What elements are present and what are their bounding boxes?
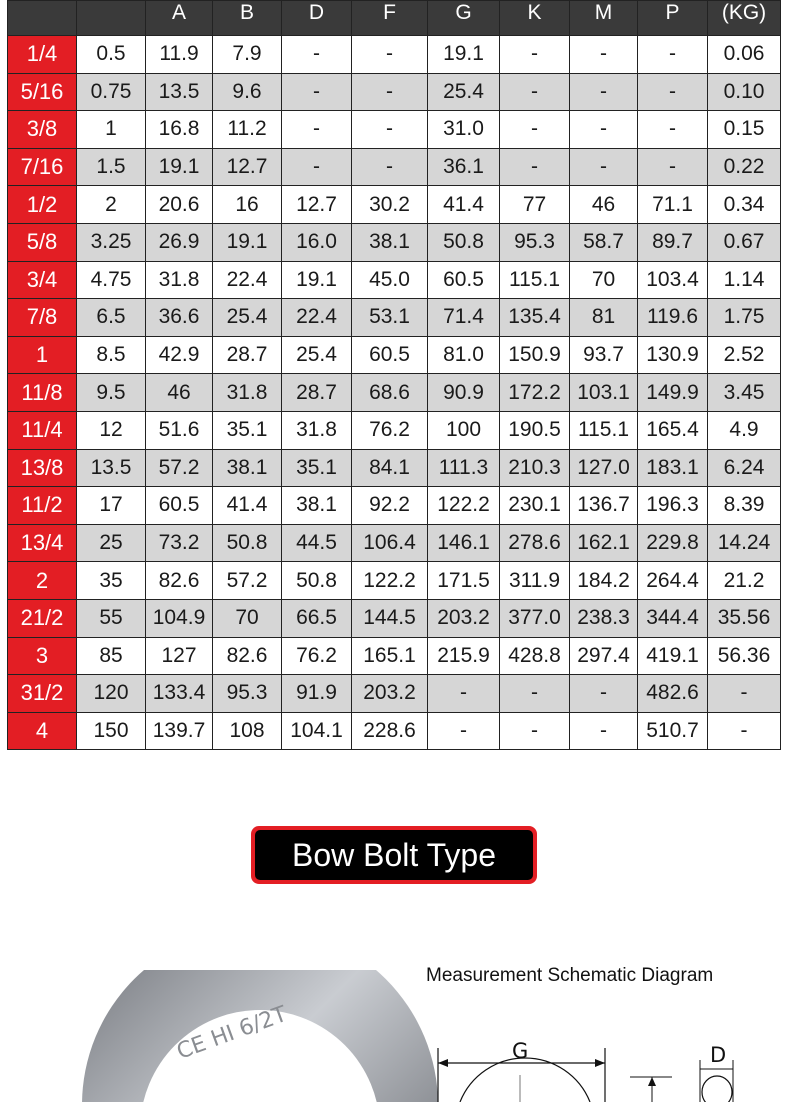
table-cell: 71.1 — [638, 186, 708, 224]
table-cell: - — [570, 36, 638, 74]
table-cell: 95.3 — [213, 675, 282, 713]
arrow-right-icon — [595, 1059, 605, 1067]
table-cell: 60.5 — [428, 261, 500, 299]
column-header: G — [428, 1, 500, 36]
schematic-title: Measurement Schematic Diagram — [426, 965, 714, 986]
table-cell: 0.34 — [708, 186, 781, 224]
table-cell: 25 — [77, 524, 146, 562]
table-cell: 19.1 — [213, 223, 282, 261]
table-cell: 210.3 — [500, 449, 570, 487]
table-cell: 150.9 — [500, 336, 570, 374]
size-label: 5/16 — [8, 73, 77, 111]
table-cell: 311.9 — [500, 562, 570, 600]
table-cell: 60.5 — [352, 336, 428, 374]
size-label: 3/4 — [8, 261, 77, 299]
table-cell: 92.2 — [352, 487, 428, 525]
table-cell: - — [282, 111, 352, 149]
table-cell: 55 — [77, 599, 146, 637]
table-cell: 120 — [77, 675, 146, 713]
table-cell: 6.24 — [708, 449, 781, 487]
table-cell: 35 — [77, 562, 146, 600]
table-cell: 13.5 — [77, 449, 146, 487]
table-cell: 0.10 — [708, 73, 781, 111]
table-cell: 19.1 — [282, 261, 352, 299]
ring-stamp: CE HI 6/2T — [173, 1001, 291, 1065]
table-cell: 229.8 — [638, 524, 708, 562]
size-label: 1 — [8, 336, 77, 374]
table-cell: 50.8 — [428, 223, 500, 261]
table-cell: 510.7 — [638, 712, 708, 750]
table-cell: - — [428, 712, 500, 750]
table-cell: - — [570, 111, 638, 149]
size-label: 31/2 — [8, 675, 77, 713]
table-cell: 22.4 — [213, 261, 282, 299]
table-cell: 149.9 — [638, 374, 708, 412]
table-cell: 95.3 — [500, 223, 570, 261]
table-cell: 70 — [213, 599, 282, 637]
table-cell: 264.4 — [638, 562, 708, 600]
table-row — [8, 712, 781, 750]
table-cell: 35.56 — [708, 599, 781, 637]
table-cell: 45.0 — [352, 261, 428, 299]
table-cell: 0.22 — [708, 148, 781, 186]
table-cell: 90.9 — [428, 374, 500, 412]
table-cell: 419.1 — [638, 637, 708, 675]
table-cell: 111.3 — [428, 449, 500, 487]
table-cell: 9.5 — [77, 374, 146, 412]
table-cell: 127.0 — [570, 449, 638, 487]
table-cell: 139.7 — [146, 712, 213, 750]
table-cell: 58.7 — [570, 223, 638, 261]
size-label: 7/16 — [8, 148, 77, 186]
table-cell: 103.1 — [570, 374, 638, 412]
table-cell: 104.9 — [146, 599, 213, 637]
table-row — [8, 599, 781, 637]
table-row — [8, 487, 781, 525]
table-cell: - — [352, 148, 428, 186]
table-cell: 19.1 — [146, 148, 213, 186]
table-cell: 26.9 — [146, 223, 213, 261]
table-cell: 184.2 — [570, 562, 638, 600]
table-row — [8, 73, 781, 111]
table-cell: 77 — [500, 186, 570, 224]
table-cell: - — [708, 675, 781, 713]
table-row — [8, 524, 781, 562]
table-cell: 0.75 — [77, 73, 146, 111]
table-cell: 68.6 — [352, 374, 428, 412]
table-cell: - — [500, 111, 570, 149]
table-cell: 130.9 — [638, 336, 708, 374]
table-cell: 228.6 — [352, 712, 428, 750]
table-cell: 3.25 — [77, 223, 146, 261]
size-label: 3 — [8, 637, 77, 675]
table-cell: 57.2 — [146, 449, 213, 487]
table-row — [8, 411, 781, 449]
size-label: 1/4 — [8, 36, 77, 74]
table-cell: - — [638, 148, 708, 186]
table-cell: 1 — [77, 111, 146, 149]
table-row — [8, 562, 781, 600]
table-cell: - — [500, 148, 570, 186]
table-row — [8, 637, 781, 675]
table-cell: 16.0 — [282, 223, 352, 261]
table-row — [8, 449, 781, 487]
table-cell: 0.67 — [708, 223, 781, 261]
table-cell: 1.75 — [708, 299, 781, 337]
table-cell: 81.0 — [428, 336, 500, 374]
table-cell: 31.8 — [213, 374, 282, 412]
table-cell: 12 — [77, 411, 146, 449]
table-cell: 25.4 — [282, 336, 352, 374]
table-cell: 60.5 — [146, 487, 213, 525]
table-cell: 172.2 — [500, 374, 570, 412]
table-cell: 36.6 — [146, 299, 213, 337]
column-header: B — [213, 1, 282, 36]
table-cell: 25.4 — [428, 73, 500, 111]
size-label: 11/8 — [8, 374, 77, 412]
table-cell: 162.1 — [570, 524, 638, 562]
table-row — [8, 299, 781, 337]
table-cell: 20.6 — [146, 186, 213, 224]
table-cell: 1.14 — [708, 261, 781, 299]
table-cell: 2.52 — [708, 336, 781, 374]
table-cell: 13.5 — [146, 73, 213, 111]
table-cell: 428.8 — [500, 637, 570, 675]
table-cell: 103.4 — [638, 261, 708, 299]
table-cell: 108 — [213, 712, 282, 750]
column-header-weight: (KG) — [708, 1, 781, 36]
table-cell: - — [500, 675, 570, 713]
size-label: 4 — [8, 712, 77, 750]
table-cell: 377.0 — [500, 599, 570, 637]
table-cell: - — [500, 73, 570, 111]
table-cell: 4.75 — [77, 261, 146, 299]
table-cell: 38.1 — [282, 487, 352, 525]
table-cell: 1.5 — [77, 148, 146, 186]
table-cell: 22.4 — [282, 299, 352, 337]
table-cell: - — [570, 148, 638, 186]
size-label: 11/2 — [8, 487, 77, 525]
table-cell: - — [282, 73, 352, 111]
table-cell: - — [708, 712, 781, 750]
table-cell: 7.9 — [213, 36, 282, 74]
table-cell: - — [428, 675, 500, 713]
table-cell: 73.2 — [146, 524, 213, 562]
size-label: 13/8 — [8, 449, 77, 487]
table-cell: 17 — [77, 487, 146, 525]
column-header: M — [570, 1, 638, 36]
table-cell: 12.7 — [282, 186, 352, 224]
table-cell: 0.06 — [708, 36, 781, 74]
table-cell: 146.1 — [428, 524, 500, 562]
table-row — [8, 111, 781, 149]
table-cell: 230.1 — [500, 487, 570, 525]
eye-nut-photo — [80, 970, 440, 1102]
table-cell: 171.5 — [428, 562, 500, 600]
table-cell: 85 — [77, 637, 146, 675]
table-cell: 35.1 — [213, 411, 282, 449]
ring-outline — [460, 1058, 590, 1102]
table-cell: 46 — [570, 186, 638, 224]
header-corner — [8, 1, 77, 36]
table-cell: - — [638, 111, 708, 149]
table-cell: 144.5 — [352, 599, 428, 637]
table-cell: 91.9 — [282, 675, 352, 713]
column-header — [77, 1, 146, 36]
table-cell: 70 — [570, 261, 638, 299]
table-cell: 41.4 — [428, 186, 500, 224]
table-cell: 76.2 — [282, 637, 352, 675]
arrow-up-icon — [648, 1077, 656, 1086]
cross-section-outline — [702, 1076, 732, 1102]
table-cell: 8.39 — [708, 487, 781, 525]
table-row — [8, 223, 781, 261]
table-cell: 133.4 — [146, 675, 213, 713]
size-label: 3/8 — [8, 111, 77, 149]
table-cell: 41.4 — [213, 487, 282, 525]
size-label: 11/4 — [8, 411, 77, 449]
table-cell: 135.4 — [500, 299, 570, 337]
table-cell: 53.1 — [352, 299, 428, 337]
size-label: 13/4 — [8, 524, 77, 562]
table-row — [8, 186, 781, 224]
table-cell: 44.5 — [282, 524, 352, 562]
table-cell: 25.4 — [213, 299, 282, 337]
size-label: 1/2 — [8, 186, 77, 224]
banner-title: Bow Bolt Type — [255, 830, 533, 880]
table-cell: 100 — [428, 411, 500, 449]
table-cell: 238.3 — [570, 599, 638, 637]
table-cell: 89.7 — [638, 223, 708, 261]
column-header: A — [146, 1, 213, 36]
table-row — [8, 336, 781, 374]
table-cell: 56.36 — [708, 637, 781, 675]
table-cell: - — [282, 36, 352, 74]
table-cell: 16 — [213, 186, 282, 224]
table-cell: 71.4 — [428, 299, 500, 337]
table-cell: 50.8 — [213, 524, 282, 562]
table-cell: 30.2 — [352, 186, 428, 224]
table-cell: 344.4 — [638, 599, 708, 637]
type-banner — [251, 826, 537, 884]
table-cell: 82.6 — [146, 562, 213, 600]
table-cell: 215.9 — [428, 637, 500, 675]
table-cell: - — [282, 148, 352, 186]
table-cell: - — [500, 36, 570, 74]
table-row — [8, 36, 781, 74]
table-cell: 203.2 — [352, 675, 428, 713]
table-cell: 122.2 — [352, 562, 428, 600]
table-cell: 12.7 — [213, 148, 282, 186]
table-cell: 4.9 — [708, 411, 781, 449]
table-cell: 81 — [570, 299, 638, 337]
table-cell: 82.6 — [213, 637, 282, 675]
table-cell: 278.6 — [500, 524, 570, 562]
table-cell: 31.8 — [282, 411, 352, 449]
table-cell: 122.2 — [428, 487, 500, 525]
table-cell: 50.8 — [282, 562, 352, 600]
table-cell: 84.1 — [352, 449, 428, 487]
table-cell: 28.7 — [282, 374, 352, 412]
table-cell: 38.1 — [213, 449, 282, 487]
table-cell: 28.7 — [213, 336, 282, 374]
table-cell: - — [570, 73, 638, 111]
table-cell: 104.1 — [282, 712, 352, 750]
table-header-row — [8, 1, 781, 36]
table-cell: - — [352, 111, 428, 149]
table-row — [8, 148, 781, 186]
table-cell: 150 — [77, 712, 146, 750]
table-cell: 66.5 — [282, 599, 352, 637]
table-cell: 31.8 — [146, 261, 213, 299]
column-header: P — [638, 1, 708, 36]
table-cell: 165.4 — [638, 411, 708, 449]
size-label: 5/8 — [8, 223, 77, 261]
table-cell: 42.9 — [146, 336, 213, 374]
table-cell: 482.6 — [638, 675, 708, 713]
arrow-left-icon — [438, 1059, 448, 1067]
table-cell: 115.1 — [500, 261, 570, 299]
table-cell: 31.0 — [428, 111, 500, 149]
table-cell: - — [500, 712, 570, 750]
table-cell: 0.5 — [77, 36, 146, 74]
spec-table — [7, 0, 781, 750]
table-cell: 36.1 — [428, 148, 500, 186]
table-cell: 0.15 — [708, 111, 781, 149]
table-cell: - — [352, 36, 428, 74]
table-cell: 46 — [146, 374, 213, 412]
table-cell: 183.1 — [638, 449, 708, 487]
table-cell: 9.6 — [213, 73, 282, 111]
table-cell: 190.5 — [500, 411, 570, 449]
table-cell: 6.5 — [77, 299, 146, 337]
column-header: K — [500, 1, 570, 36]
table-cell: - — [570, 675, 638, 713]
table-cell: 35.1 — [282, 449, 352, 487]
table-cell: 76.2 — [352, 411, 428, 449]
table-cell: 11.9 — [146, 36, 213, 74]
size-label: 21/2 — [8, 599, 77, 637]
table-cell: 2 — [77, 186, 146, 224]
table-cell: 297.4 — [570, 637, 638, 675]
table-cell: - — [570, 712, 638, 750]
table-cell: 127 — [146, 637, 213, 675]
table-row — [8, 374, 781, 412]
table-cell: 119.6 — [638, 299, 708, 337]
table-cell: 11.2 — [213, 111, 282, 149]
table-cell: 57.2 — [213, 562, 282, 600]
table-body — [8, 36, 781, 750]
size-label: 2 — [8, 562, 77, 600]
table-row — [8, 261, 781, 299]
table-cell: 8.5 — [77, 336, 146, 374]
table-row — [8, 675, 781, 713]
table-cell: 51.6 — [146, 411, 213, 449]
table-cell: 93.7 — [570, 336, 638, 374]
table-cell: 16.8 — [146, 111, 213, 149]
column-header: F — [352, 1, 428, 36]
size-label: 7/8 — [8, 299, 77, 337]
table-cell: 106.4 — [352, 524, 428, 562]
table-cell: 165.1 — [352, 637, 428, 675]
table-cell: 3.45 — [708, 374, 781, 412]
table-cell: 19.1 — [428, 36, 500, 74]
table-cell: 21.2 — [708, 562, 781, 600]
table-cell: - — [638, 36, 708, 74]
label-d: D — [710, 1043, 727, 1067]
schematic-drawing — [430, 1030, 760, 1102]
table-cell: 14.24 — [708, 524, 781, 562]
table-cell: 38.1 — [352, 223, 428, 261]
table-cell: - — [352, 73, 428, 111]
table-cell: 203.2 — [428, 599, 500, 637]
table-cell: 136.7 — [570, 487, 638, 525]
column-header: D — [282, 1, 352, 36]
label-g: G — [512, 1039, 529, 1063]
table-cell: - — [638, 73, 708, 111]
table-cell: 115.1 — [570, 411, 638, 449]
table-cell: 196.3 — [638, 487, 708, 525]
